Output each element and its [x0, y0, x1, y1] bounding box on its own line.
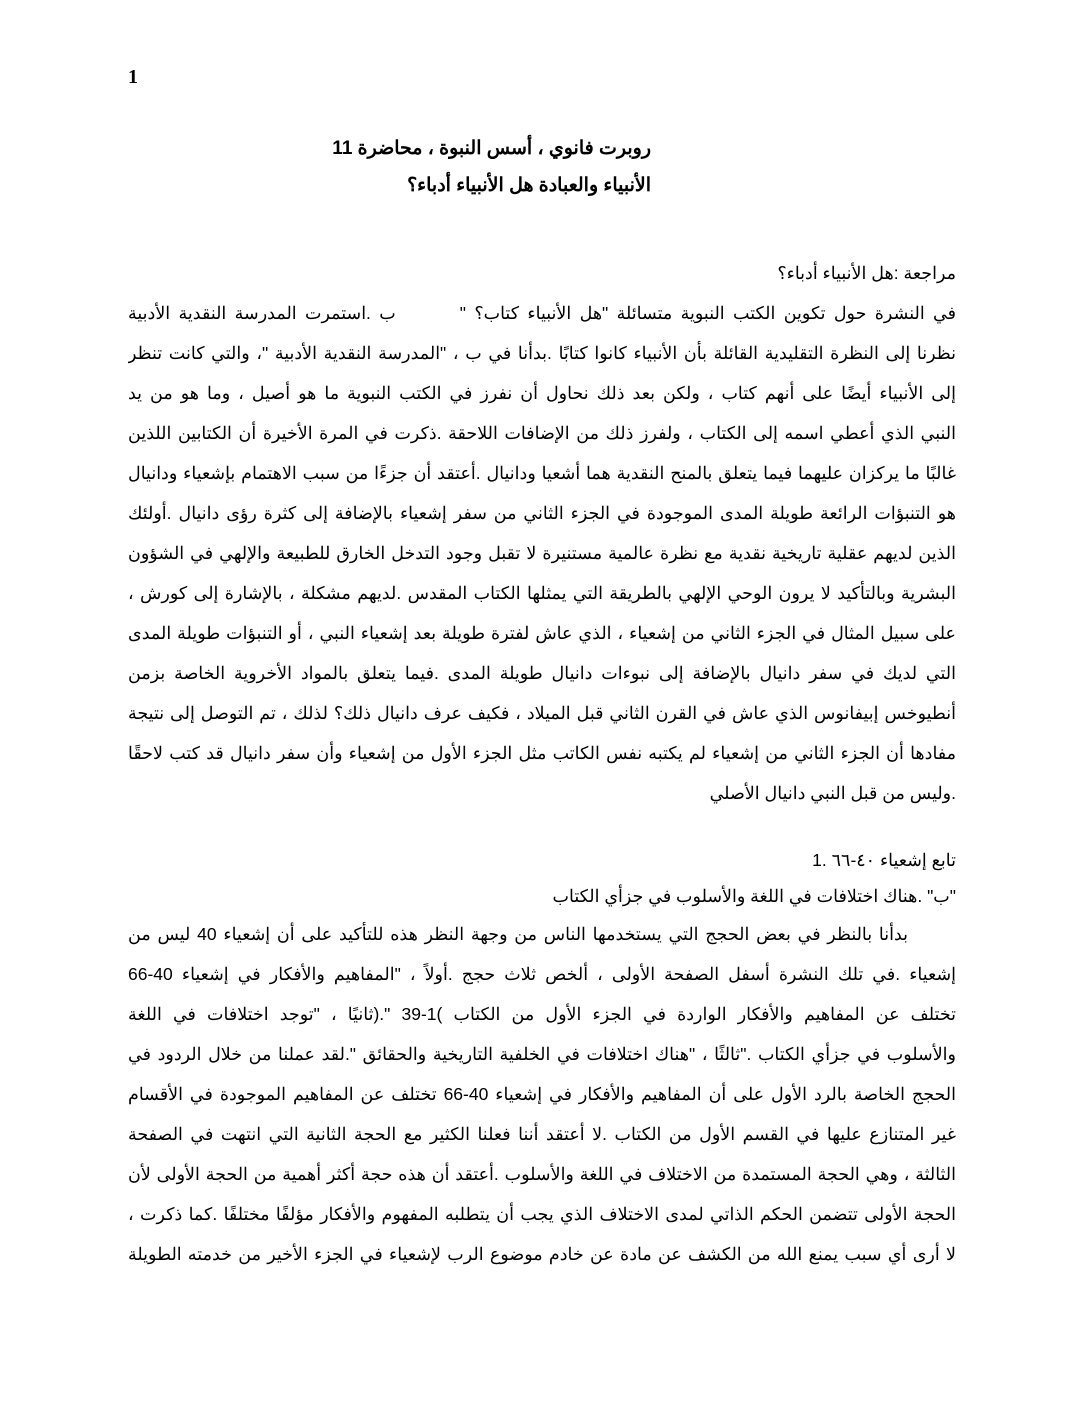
section-heading: تابع إشعياء ٤٠-٦٦ .1 [812, 850, 956, 870]
paragraph-line: إلى الأنبياء أيضًا على أنهم كتاب ، ولكن بعد ذلك نحاول أن نفرز في الكتب النبوية ما هو أصيل ، وما هو من يد [128, 383, 956, 403]
paragraph-line: الحجة الأولى تتضمن الحكم الذاتي لمدى الاختلاف الذي يجب أن يتطلبه المفهوم والأفكار مؤلفًا مختلفًا .كما ذكرت ، [128, 1204, 956, 1224]
paragraph-line: مفادها أن الجزء الثاني من إشعياء لم يكتبه نفس الكاتب مثل الجزء الأول من إشعياء وأن سفر دانيال قد كتب لاحقًا [128, 743, 956, 763]
lecture-subtitle: الأنبياء والعبادة هل الأنبياء أدباء؟ [407, 175, 651, 196]
paragraph-line: النبي الذي أعطي اسمه إلى الكتاب ، ولفرز ذلك من الإضافات اللاحقة .ذكرت في المرة الأخيرة أن الكتابين اللذين [128, 423, 956, 443]
paragraph-line: إشعياء .في تلك النشرة أسفل الصفحة الأولى ، ألخص ثلاث حجج .أولاً ، "المفاهيم والأفكار في إشعياء 40-66 [128, 964, 956, 984]
paragraph-line-part: في النشرة حول تكوين الكتب النبوية متسائلة "هل الأنبياء كتاب؟ " [459, 303, 956, 323]
paragraph-line: هو التنبؤات الرائعة طويلة المدى الموجودة في الجزء الثاني من سفر إشعياء بالإضافة إلى كثرة رؤى دانيال .أولئك [128, 503, 956, 523]
paragraph-line: غالبًا ما يركزان عليهما فيما يتعلق بالمنح النقدية هما أشعيا ودانيال .أعتقد أن جزءًا من سبب الاهتمام بإشعياء ودانيال [128, 463, 956, 483]
document-title-block [332, 130, 651, 204]
paragraph-line: والأسلوب في جزأي الكتاب ."ثالثًا ، "هناك اختلافات في الخلفية التاريخية والحقائق ".لقد عملنا من خلال الردود في [128, 1044, 956, 1064]
paragraph-line: .وليس من قبل النبي دانيال الأصلي [709, 783, 956, 803]
paragraph-line [128, 293, 956, 333]
section-subheading: "ب" .هناك اختلافات في اللغة والأسلوب في جزأي الكتاب [552, 886, 956, 906]
paragraph-line: أنطيوخس إبيفانوس الذي عاش في القرن الثاني قبل الميلاد ، فكيف عرف دانيال ذلك؟ لذلك ، تم التوصل إلى نتيجة [128, 703, 956, 723]
paragraph-line: نظرنا إلى النظرة التقليدية القائلة بأن الأنبياء كانوا كتابًا .بدأنا في ب ، "المدرسة النقدية الأدبية "، والتي كانت تنظر [128, 343, 956, 363]
paragraph-line: تختلف عن المفاهيم والأفكار الواردة في الجزء الأول من الكتاب )1-39 ".(ثانيًا ، "توجد اختلافات في اللغة [128, 1004, 956, 1024]
paragraph-line: التي لديك في سفر دانيال بالإضافة إلى نبوءات دانيال طويلة المدى .فيما يتعلق بالمواد الأخروية الخاصة بزمن [128, 663, 956, 683]
review-section [128, 253, 956, 813]
paragraph-line: الثالثة ، وهي الحجة المستمدة من الاختلاف في اللغة والأسلوب .أعتقد أن هذه حجة أكثر أهمية من الحجة الأولى لأن [128, 1164, 956, 1184]
paragraph-line: الذين لديهم عقلية تاريخية نقدية مع نظرة عالمية مستنيرة لا تقبل وجود التدخل الخارق للطبيعة والإلهي في الشؤون [128, 543, 956, 563]
isaiah-section [128, 842, 956, 1274]
paragraph-line: لا أرى أي سبب يمنع الله من الكشف عن مادة عن خادم موضوع الرب لإشعياء في الجزء الأخير من خدمته الطويلة [128, 1244, 956, 1264]
review-heading: مراجعة :هل الأنبياء أدباء؟ [777, 263, 956, 283]
paragraph-line: على سبيل المثال في الجزء الثاني من إشعياء ، الذي عاش لفترة طويلة بعد إشعياء النبي ، أو التنبؤات طويلة المدى [128, 623, 956, 643]
paragraph-line: البشرية وبالتأكيد لا يرون الوحي الإلهي بالطريقة التي يمثلها الكتاب المقدس .لديهم مشكلة ، بالإشارة إلى كورش ، [128, 583, 956, 603]
paragraph-line-part: ب .استمرت المدرسة النقدية الأدبية [128, 303, 396, 323]
lecture-title: روبرت فانوي ، أسس النبوة ، محاضرة 11 [332, 138, 651, 159]
paragraph-line: بدأنا بالنظر في بعض الحجج التي يستخدمها الناس من وجهة النظر هذه للتأكيد على أن إشعياء 40 ليس من [128, 924, 909, 944]
paragraph-line: غير المتنازع عليها في القسم الأول من الكتاب .لا أعتقد أننا فعلنا الكثير مع الحجة الثانية التي انتهت في الصفحة [128, 1124, 956, 1144]
page-number: 1 [128, 66, 138, 88]
paragraph-line: الحجج الخاصة بالرد الأول على أن المفاهيم والأفكار في إشعياء 40-66 تختلف عن المفاهيم الموجودة في الأقسام [128, 1084, 956, 1104]
